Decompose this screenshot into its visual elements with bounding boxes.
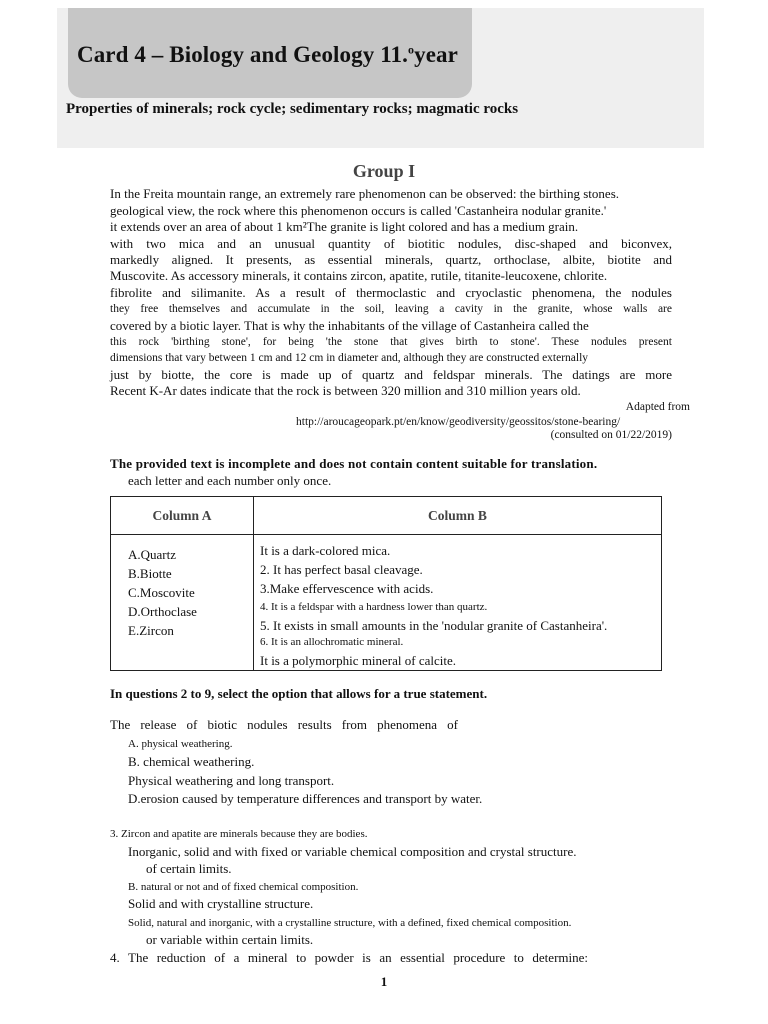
source-url: http://aroucageopark.pt/en/know/geodiversity/geossitos/stone-bearing/ (296, 416, 621, 428)
question-3-option: B. natural or not and of fixed chemical composition. (128, 881, 359, 893)
column-a-item: B.Biotte (128, 566, 172, 581)
column-b-item: It is a polymorphic mineral of calcite. (260, 653, 457, 668)
column-b-item: 4. It is a feldspar with a hardness lower than quartz. (260, 601, 488, 613)
question-3-option: Solid, natural and inorganic, with a crystalline structure, with a defined, fixed chemical composition. (128, 917, 572, 929)
passage-line: with two mica and an unusual quantity of biotitic nodules, disc-shaped and biconvex, (110, 236, 672, 251)
card-title (77, 42, 458, 68)
question-3-option: or variable within certain limits. (146, 932, 314, 947)
question-3-option: of certain limits. (146, 861, 232, 876)
question-2-option: D.erosion caused by temperature differences and transport by water. (128, 791, 483, 806)
column-b-header: Column B (254, 497, 662, 535)
column-b-item: It is a dark-colored mica. (260, 543, 391, 558)
column-a-item: D.Orthoclase (128, 604, 197, 619)
question-3-option: Solid and with crystalline structure. (128, 896, 314, 911)
column-a-cell (111, 535, 254, 671)
passage-line: In the Freita mountain range, an extremely rare phenomenon can be observed: the birthing stones. (110, 186, 619, 201)
passage-line: just by biotte, the core is made up of quartz and feldspar minerals. The datings are more (110, 367, 672, 382)
question-2-option: A. physical weathering. (128, 738, 233, 750)
question-1-instruction: each letter and each number only once. (128, 473, 332, 488)
question-1-stem: The provided text is incomplete and does not contain content suitable for translation. (110, 456, 598, 471)
column-b-item: 2. It has perfect basal cleavage. (260, 562, 423, 577)
source-adapted: Adapted from (625, 401, 690, 413)
question-3-stem: 3. Zircon and apatite are minerals because they are bodies. (110, 828, 368, 840)
card-title-main: Card 4 – Biology and Geology 11. (77, 42, 408, 67)
matching-table (110, 496, 662, 671)
passage-line: it extends over an area of about 1 km²The granite is light colored and has a medium grain. (110, 219, 579, 234)
question-2-option: B. chemical weathering. (128, 754, 255, 769)
column-b-item: 6. It is an allochromatic mineral. (260, 636, 404, 648)
page-number: 1 (380, 974, 388, 989)
card-subtitle: Properties of minerals; rock cycle; sedimentary rocks; magmatic rocks (66, 101, 519, 117)
column-a-header: Column A (111, 497, 254, 535)
card-title-end: year (414, 42, 458, 67)
column-a-item: C.Moscovite (128, 585, 195, 600)
card-title-ordinal: o (407, 42, 415, 57)
passage-line: they free themselves and accumulate in the soil, leaving a cavity in the granite, whose walls are (110, 303, 672, 315)
passage-line: covered by a biotic layer. That is why the inhabitants of the village of Castanheira called the (110, 318, 589, 333)
question-4-stem: 4. The reduction of a mineral to powder is an essential procedure to determine: (110, 950, 588, 965)
group-title: Group I (352, 161, 416, 181)
column-b-item: 5. It exists in small amounts in the 'nodular granite of Castanheira'. (260, 618, 608, 633)
question-2-option: Physical weathering and long transport. (128, 773, 335, 788)
column-a-item: E.Zircon (128, 623, 174, 638)
passage-line: dimensions that vary between 1 cm and 12 cm in diameter and, although they are constructed externally (110, 352, 589, 364)
source-consulted: (consulted on 01/22/2019) (550, 429, 672, 441)
passage-line: Muscovite. As accessory minerals, it contains zircon, apatite, rutile, titanite-leucoxene, chlorite. (110, 268, 608, 283)
column-a-item: A.Quartz (128, 547, 177, 562)
question-3-option: Inorganic, solid and with fixed or variable chemical composition and crystal structure. (128, 844, 577, 859)
passage-line: markedly aligned. It presents, as essential minerals, quartz, orthoclase, albite, biotite and (110, 252, 672, 267)
passage-line: this rock 'birthing stone', for being 'the stone that gives birth to stone'. These nodules present (110, 336, 672, 348)
passage-line: geological view, the rock where this phenomenon occurs is called 'Castanheira nodular granite.' (110, 203, 607, 218)
passage-line: fibrolite and silimanite. As a result of thermoclastic and cryoclastic phenomena, the nodules (110, 285, 672, 300)
passage-line: Recent K-Ar dates indicate that the rock is between 320 million and 310 million years old. (110, 383, 581, 398)
instructions: In questions 2 to 9, select the option that allows for a true statement. (110, 686, 488, 701)
column-b-item: 3.Make effervescence with acids. (260, 581, 434, 596)
question-2-stem: The release of biotic nodules results from phenomena of (110, 717, 458, 732)
column-b-cell (254, 535, 662, 671)
